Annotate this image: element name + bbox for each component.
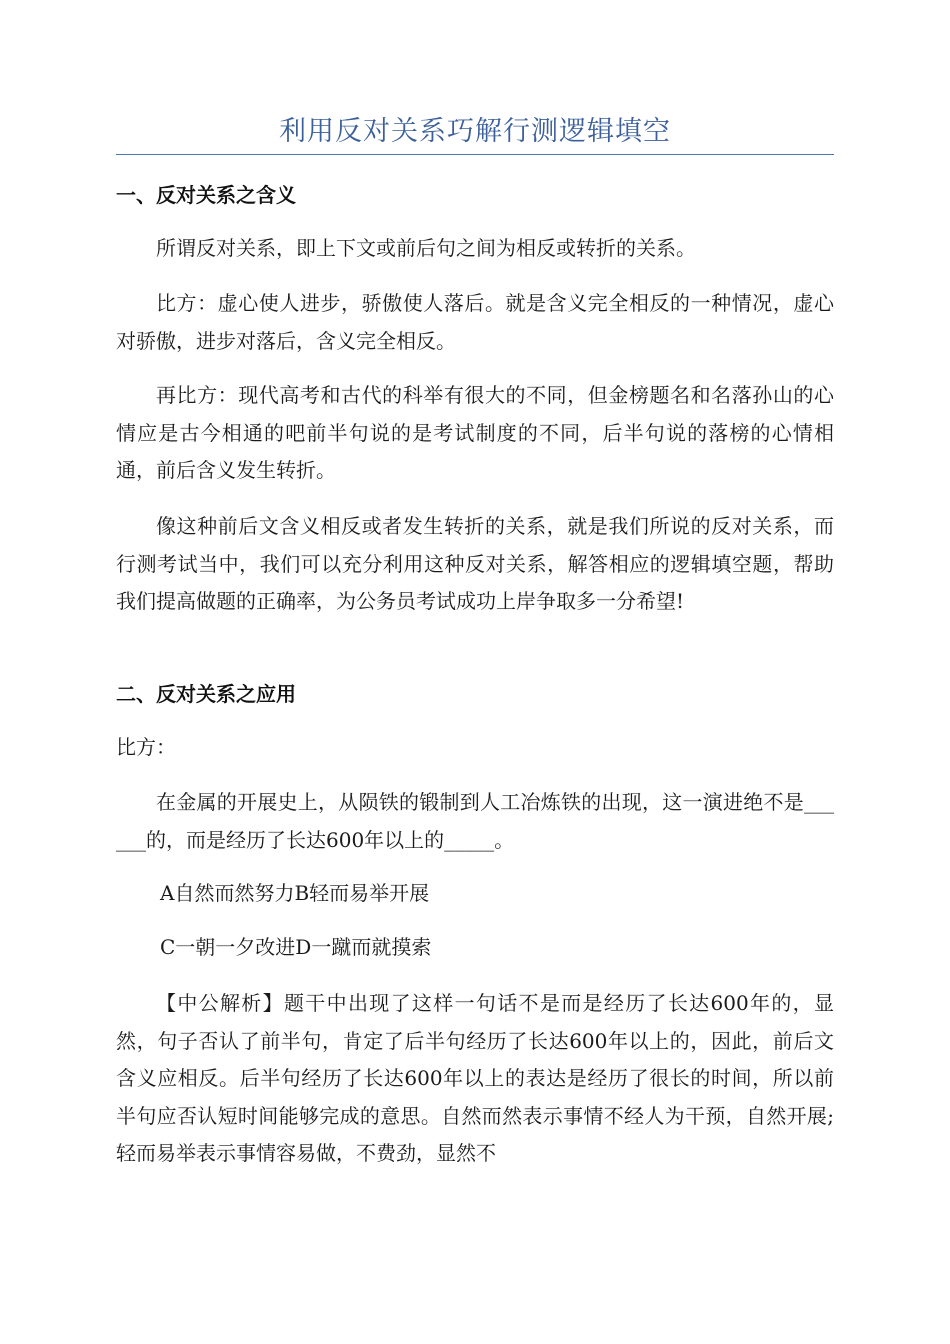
document-title: 利用反对关系巧解行测逻辑填空	[279, 116, 671, 147]
section-1-heading: 一、反对关系之含义	[116, 183, 296, 207]
answer-options-line-2: C一朝一夕改进D一蹴而就摸索	[160, 935, 432, 959]
example-label: 比方：	[116, 735, 176, 759]
answer-options-line-1: A自然而然努力B轻而易举开展	[160, 881, 430, 905]
section-1-paragraph-3: 再比方：现代高考和古代的科举有很大的不同，但金榜题名和名落孙山的心情应是古今相通的吧前半句说的是考试制度的不同，后半句说的落榜的心情相通，前后含义发生转折。	[116, 383, 834, 482]
section-2-heading: 二、反对关系之应用	[116, 682, 296, 706]
section-1-paragraph-1: 所谓反对关系，即上下文或前后句之间为相反或转折的关系。	[156, 236, 696, 260]
question-text: 在金属的开展史上，从陨铁的锻制到人工冶炼铁的出现，这一演进绝不是______的，而是经历了长达600年以上的_____。	[116, 790, 834, 852]
title-underline	[116, 154, 834, 155]
section-1-paragraph-4: 像这种前后文含义相反或者发生转折的关系，就是我们所说的反对关系，而行测考试当中，我们可以充分利用这种反对关系，解答相应的逻辑填空题，帮助我们提高做题的正确率，为公务员考试成功上岸争取多一分希望!	[116, 514, 834, 613]
section-1-paragraph-2: 比方：虚心使人进步，骄傲使人落后。就是含义完全相反的一种情况，虚心对骄傲，进步对落后，含义完全相反。	[116, 291, 834, 353]
analysis-paragraph: 【中公解析】题干中出现了这样一句话不是而是经历了长达600年的，显然，句子否认了前半句，肯定了后半句经历了长达600年以上的，因此，前后文含义应相反。后半句经历了长达600年以上的表达是经历了很长的时间，所以前半句应否认短时间能够完成的意思。自然而然表示事情不经人为干预，自然开展;轻而易举表示事情容易做，不费劲，显然不	[116, 991, 834, 1165]
